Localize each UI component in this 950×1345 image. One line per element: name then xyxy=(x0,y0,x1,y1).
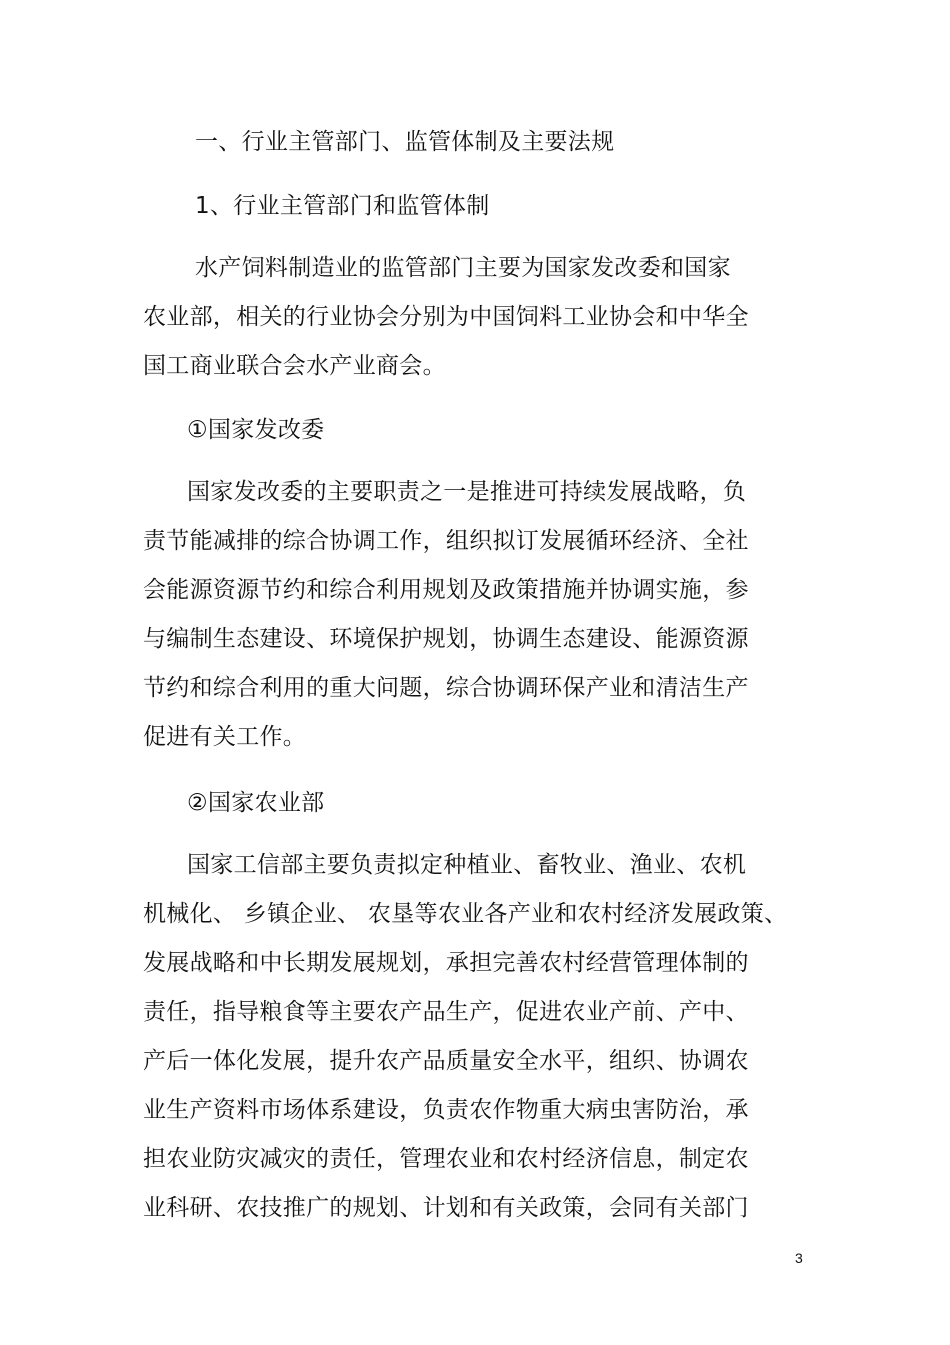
paragraph-line: 会能源资源节约和综合利用规划及政策措施并协调实施，参 xyxy=(143,577,749,603)
paragraph-line: 水产饲料制造业的监管部门主要为国家发改委和国家 xyxy=(195,255,731,281)
paragraph-line: 促进有关工作。 xyxy=(143,724,307,750)
paragraph-line: 与编制生态建设、环境保护规划，协调生态建设、能源资源 xyxy=(143,626,749,652)
paragraph-line: 业科研、农技推广的规划、计划和有关政策，会同有关部门 xyxy=(143,1195,749,1221)
paragraph-line: 产后一体化发展，提升农产品质量安全水平，组织、协调农 xyxy=(143,1048,749,1074)
paragraph-line: 国家发改委的主要职责之一是推进可持续发展战略，负 xyxy=(187,479,747,505)
paragraph-line: 国工商业联合会水产业商会。 xyxy=(143,353,446,379)
paragraph-line: 机械化、 乡镇企业、 农垦等农业各产业和农村经济发展政策、 xyxy=(143,901,788,927)
paragraph-line: 农业部，相关的行业协会分别为中国饲料工业协会和中华全 xyxy=(143,304,749,330)
paragraph-line: 责节能减排的综合协调工作，组织拟订发展循环经济、全社 xyxy=(143,528,749,554)
page-number: 3 xyxy=(795,1250,803,1266)
subsection-heading: 1、行业主管部门和监管体制 xyxy=(195,193,490,219)
paragraph-line: 责任，指导粮食等主要农产品生产，促进农业产前、产中、 xyxy=(143,999,749,1025)
item-title-ndrc: ①国家发改委 xyxy=(187,417,325,443)
section-heading: 一、行业主管部门、监管体制及主要法规 xyxy=(195,129,615,155)
paragraph-line: 业生产资料市场体系建设，负责农作物重大病虫害防治，承 xyxy=(143,1097,749,1123)
paragraph-line: 担农业防灾减灾的责任，管理农业和农村经济信息，制定农 xyxy=(143,1146,749,1172)
item-title-moa: ②国家农业部 xyxy=(187,790,325,816)
paragraph-line: 发展战略和中长期发展规划，承担完善农村经营管理体制的 xyxy=(143,950,749,976)
paragraph-line: 国家工信部主要负责拟定种植业、畜牧业、渔业、农机 xyxy=(187,852,747,878)
paragraph-line: 节约和综合利用的重大问题，综合协调环保产业和清洁生产 xyxy=(143,675,749,701)
